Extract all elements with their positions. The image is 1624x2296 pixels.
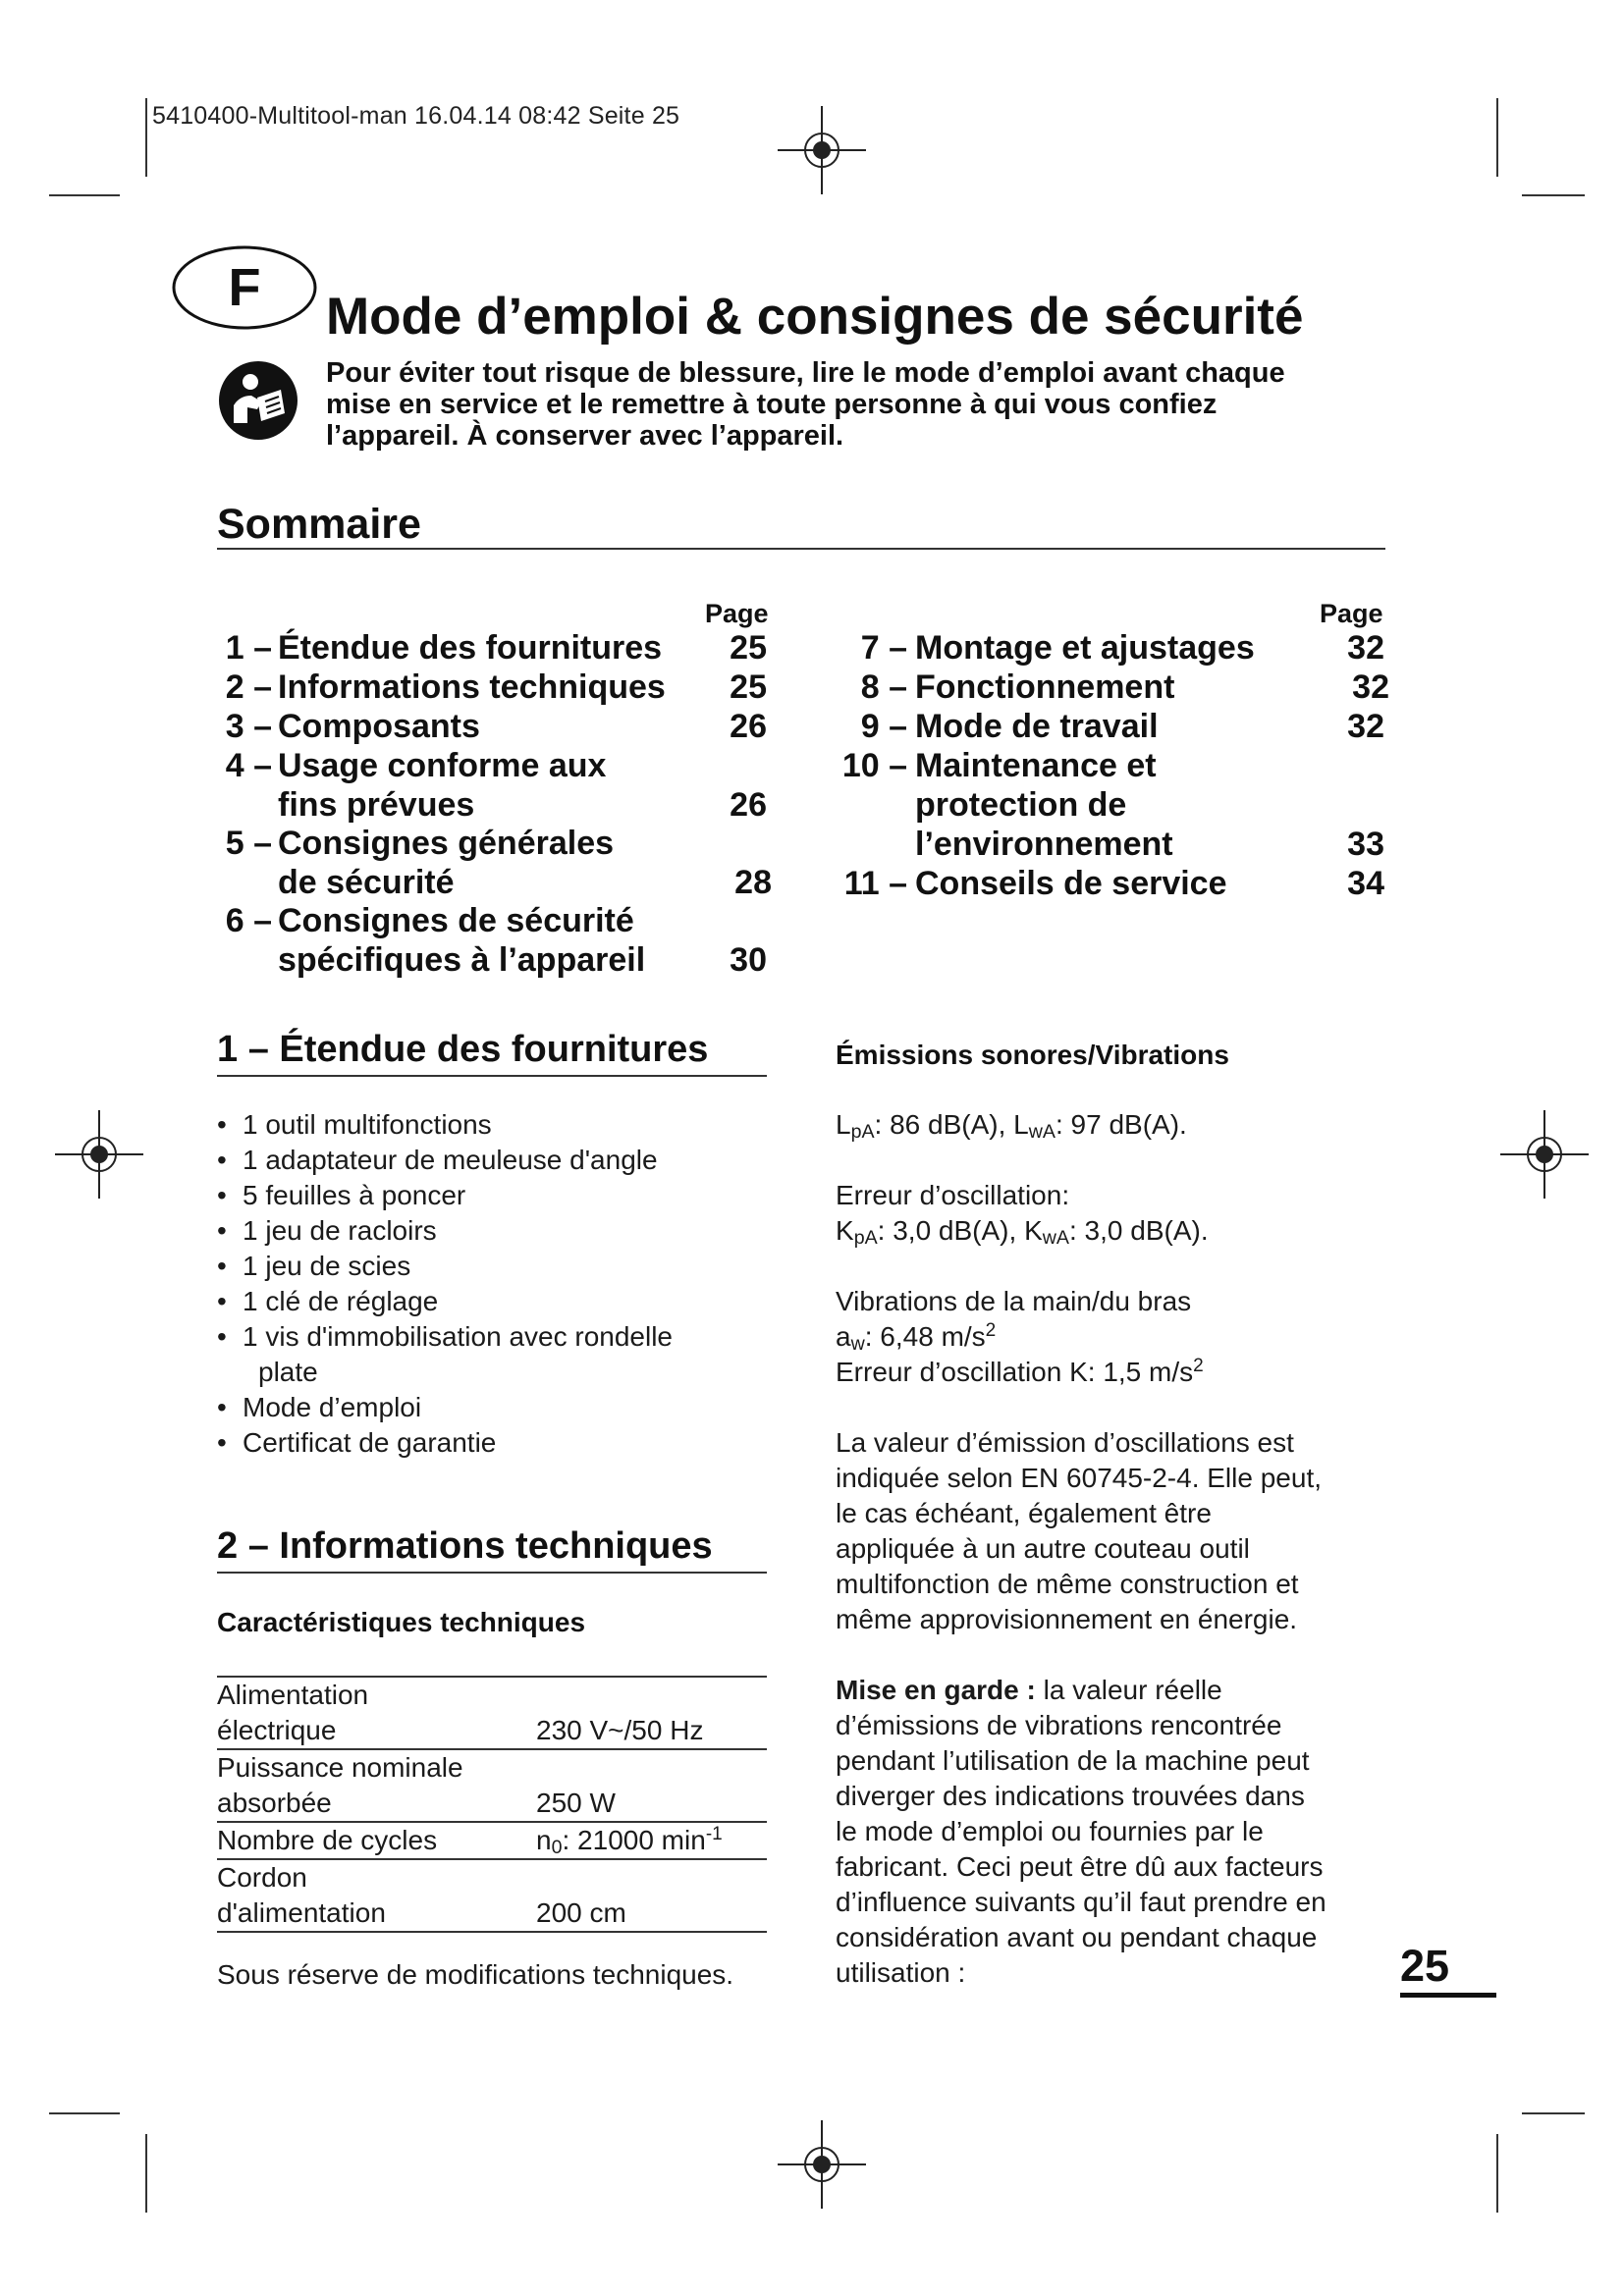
bullet-icon: • bbox=[217, 1286, 227, 1316]
toc-item-title: Consignes générales bbox=[278, 825, 615, 862]
crop-mark bbox=[1496, 98, 1498, 177]
list-item bbox=[217, 1107, 767, 1143]
registration-mark-icon bbox=[778, 106, 866, 194]
bullet-icon: • bbox=[217, 1427, 227, 1458]
crop-mark bbox=[1522, 194, 1585, 196]
toc-item-title: Montage et ajustages bbox=[915, 629, 1255, 667]
list-item-text: 1 outil multifonctions bbox=[243, 1109, 492, 1140]
toc-item-page: 25 bbox=[730, 629, 767, 667]
list-item bbox=[217, 1425, 767, 1461]
crop-mark bbox=[145, 2134, 147, 2213]
crop-mark bbox=[49, 2112, 120, 2114]
spec-value: 200 cm bbox=[536, 1897, 626, 1928]
page-title: Mode d’emploi & consignes de sécurité bbox=[326, 288, 1304, 346]
bullet-icon: • bbox=[217, 1321, 227, 1352]
toc-item-page: 26 bbox=[730, 786, 767, 824]
list-item bbox=[217, 1319, 767, 1390]
warning-paragraph: Mise en garde : la valeur réelle d’émissions de vibrations rencontrée pendant l’utilisation de la machine peut diverger des indications trouvées dans le mode d’emploi ou fournies par le fabricant. Ceci peut être dû aux facteurs d’influence suivants qu’il faut prendre en considération avant ou pendant chaque utilisation : bbox=[836, 1675, 1326, 1988]
spec-label: Alimentation électrique bbox=[217, 1680, 369, 1745]
oscillation-error: Erreur d’oscillation: $K_{pA}$: 3,0 dB(A), $K_{wA}$: 3,0 dB(A). bbox=[836, 1180, 1209, 1249]
list-item bbox=[217, 1284, 767, 1319]
spec-label: Cordon d'alimentation bbox=[217, 1862, 386, 1928]
warning-label: Mise en garde : bbox=[836, 1675, 1036, 1705]
toc-item-number: 9 – bbox=[860, 708, 907, 745]
read-manual-icon bbox=[218, 360, 298, 441]
bullet-icon: • bbox=[217, 1251, 227, 1281]
toc-item-page: 32 bbox=[1352, 668, 1389, 706]
table-row bbox=[217, 1859, 767, 1932]
toc-item-number: 7 – bbox=[860, 629, 907, 667]
toc-item-page: 28 bbox=[734, 864, 772, 901]
toc-item-title: Fonctionnement bbox=[915, 668, 1175, 706]
toc-item-title: Conseils de service bbox=[915, 865, 1227, 902]
registration-mark-icon bbox=[778, 2120, 866, 2209]
toc-item-title-cont: fins prévues bbox=[278, 786, 475, 824]
vibration-values: Vibrations de la main/du bras $a_w$: 6,48 $m/s^2$ Erreur d’oscillation K: 1,5 $m/s^2$ bbox=[836, 1286, 1204, 1387]
list-item bbox=[217, 1249, 767, 1284]
list-item-text: Mode d’emploi bbox=[243, 1392, 422, 1422]
specs-table bbox=[217, 1676, 767, 1933]
list-item bbox=[217, 1390, 767, 1425]
section-heading-rule bbox=[217, 1572, 767, 1574]
section-heading-rule bbox=[217, 1075, 767, 1077]
toc-item-number: 6 – bbox=[225, 902, 272, 939]
language-badge bbox=[171, 243, 318, 332]
toc-item-title: Usage conforme aux bbox=[278, 747, 607, 784]
toc-item-title: Informations techniques bbox=[278, 668, 666, 706]
section-heading: 2 – Informations techniques bbox=[217, 1525, 713, 1567]
spec-label: Nombre de cycles bbox=[217, 1825, 438, 1855]
crop-mark bbox=[1522, 2112, 1585, 2114]
list-item-text: 5 feuilles à poncer bbox=[243, 1180, 466, 1210]
list-item-text: 1 jeu de racloirs bbox=[243, 1215, 437, 1246]
delivery-contents-list bbox=[217, 1107, 767, 1461]
toc-item-number: 3 – bbox=[225, 708, 272, 745]
list-item bbox=[217, 1213, 767, 1249]
toc-item-number: 5 – bbox=[225, 825, 272, 862]
page-number-rule bbox=[1400, 1993, 1496, 1998]
spec-value: $n_0$: 21000 $\min^{-1}$ bbox=[536, 1824, 723, 1858]
list-item bbox=[217, 1178, 767, 1213]
toc-item-number: 1 – bbox=[225, 629, 272, 667]
toc-item-page: 26 bbox=[730, 708, 767, 745]
list-item-text: Certificat de garantie bbox=[243, 1427, 497, 1458]
bullet-icon: • bbox=[217, 1109, 227, 1140]
registration-mark-icon bbox=[55, 1110, 143, 1199]
print-header: 5410400-Multitool-man 16.04.14 08:42 Seite 25 bbox=[152, 102, 680, 130]
toc-item-title: Étendue des fournitures bbox=[278, 629, 663, 667]
language-letter: F bbox=[228, 258, 261, 317]
sound-levels: $L_{pA}$: 86 dB(A), $L_{wA}$: 97 dB(A). bbox=[836, 1109, 1187, 1143]
table-row bbox=[217, 1822, 767, 1859]
bullet-icon: • bbox=[217, 1392, 227, 1422]
list-item-text: 1 vis d'immobilisation avec rondelle bbox=[243, 1321, 673, 1352]
toc-item-title: Mode de travail bbox=[915, 708, 1159, 745]
bullet-icon: • bbox=[217, 1180, 227, 1210]
toc-item-title-cont: l’environnement bbox=[915, 826, 1173, 863]
toc-item-page: 32 bbox=[1347, 708, 1384, 745]
toc-item-title-cont: de sécurité bbox=[278, 864, 455, 901]
toc-heading: Sommaire bbox=[217, 501, 421, 548]
toc-item-title-cont: protection de bbox=[915, 786, 1127, 824]
crop-mark bbox=[49, 194, 120, 196]
toc-item-title: Composants bbox=[278, 708, 480, 745]
toc-item-number: 2 – bbox=[225, 668, 272, 706]
toc-item-page: 32 bbox=[1347, 629, 1384, 667]
toc-item-number: 11 – bbox=[843, 865, 907, 902]
list-item-text-cont: plate bbox=[258, 1357, 318, 1387]
toc-page-label: Page bbox=[705, 599, 769, 628]
toc-page-label: Page bbox=[1320, 599, 1383, 628]
toc-item-number: 10 – bbox=[841, 747, 907, 784]
toc-item-title: Consignes de sécurité bbox=[278, 902, 634, 939]
registration-mark-icon bbox=[1500, 1110, 1589, 1199]
toc-item-page: 34 bbox=[1347, 865, 1384, 902]
page-number: 25 bbox=[1400, 1941, 1450, 1991]
list-item-text: 1 jeu de scies bbox=[243, 1251, 411, 1281]
bullet-icon: • bbox=[217, 1215, 227, 1246]
safety-intro-text: Pour éviter tout risque de blessure, lire le mode d’emploi avant chaque mise en service et le remettre à toute personne à qui vous confiez l’appareil. À conserver avec l’appareil. bbox=[326, 357, 1285, 452]
list-item-text: 1 adaptateur de meuleuse d'angle bbox=[243, 1145, 658, 1175]
emission-paragraph: La valeur d’émission d’oscillations est indiquée selon EN 60745-2-4. Elle peut, le cas échéant, également être appliquée à un autre couteau outil multifonction de même construction et même approvisionnement en énergie. bbox=[836, 1427, 1323, 1634]
table-row bbox=[217, 1749, 767, 1822]
toc-item-page: 33 bbox=[1347, 826, 1384, 863]
toc-item-number: 8 – bbox=[860, 668, 907, 706]
emissions-heading: Émissions sonores/Vibrations bbox=[836, 1040, 1229, 1070]
toc-item-title-cont: spécifiques à l’appareil bbox=[278, 941, 646, 979]
list-item-text: 1 clé de réglage bbox=[243, 1286, 439, 1316]
specs-note: Sous réserve de modifications techniques. bbox=[217, 1959, 734, 1990]
toc-heading-rule bbox=[217, 548, 1385, 550]
section-heading: 1 – Étendue des fournitures bbox=[217, 1029, 709, 1070]
spec-value: 250 W bbox=[536, 1788, 616, 1818]
bullet-icon: • bbox=[217, 1145, 227, 1175]
spec-label: Puissance nominale absorbée bbox=[217, 1752, 463, 1818]
crop-mark bbox=[1496, 2134, 1498, 2213]
toc-item-page: 30 bbox=[730, 941, 767, 979]
toc-item-title: Maintenance et bbox=[915, 747, 1157, 784]
toc-item-number: 4 – bbox=[225, 747, 272, 784]
table-row bbox=[217, 1677, 767, 1749]
crop-mark bbox=[145, 98, 147, 177]
specs-subheading: Caractéristiques techniques bbox=[217, 1607, 586, 1637]
spec-value: 230 V~/50 Hz bbox=[536, 1715, 704, 1745]
toc-item-page: 25 bbox=[730, 668, 767, 706]
list-item bbox=[217, 1143, 767, 1178]
